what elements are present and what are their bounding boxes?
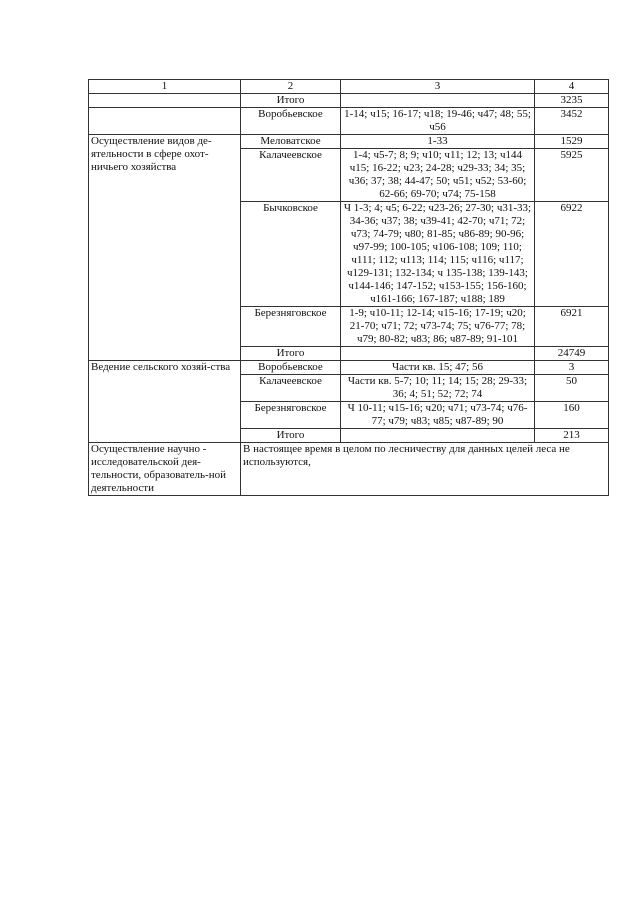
total-label: Итого (241, 347, 341, 361)
district-name: Березняговское (241, 402, 341, 429)
district-name: Калачеевское (241, 375, 341, 402)
quarter-list: 1-9; ч10-11; 12-14; ч15-16; 17-19; ч20; 21-70; ч71; 72; ч73-74; 75; ч76-77; 78; ч79; 80-82; ч83; 86; ч87-89; 91-101 (341, 307, 535, 347)
column-number-2: 2 (241, 80, 341, 94)
activity-agriculture: Ведение сельского хозяй-ства (89, 361, 241, 443)
area-value: 6922 (535, 202, 609, 307)
total-value: 24749 (535, 347, 609, 361)
quarter-list: 1-14; ч15; 16-17; ч18; 19-46; ч47; 48; 55; ч56 (341, 108, 535, 135)
science-note: В настоящее время в целом по лесничеству для данных целей леса не используются, (241, 443, 609, 496)
area-value: 3235 (535, 94, 609, 108)
quarter-list: Ч 10-11; ч15-16; ч20; ч71; ч73-74; ч76-77; ч79; ч83; ч85; ч87-89; 90 (341, 402, 535, 429)
area-value: 3 (535, 361, 609, 375)
table-row (89, 108, 609, 135)
quarter-list: 1-4; ч5-7; 8; 9; ч10; ч11; 12; 13; ч144 ч15; 16-22; ч23; 24-28; ч29-33; 34; 35; ч36; 37; 38; 44-47; 50; ч51; ч52; 53-60; 62-66; 69-70; ч74; 75-158 (341, 149, 535, 202)
quarter-list: 1-33 (341, 135, 535, 149)
district-name: Меловатское (241, 135, 341, 149)
forestry-use-table (88, 79, 609, 496)
district-name: Калачеевское (241, 149, 341, 202)
area-value: 3452 (535, 108, 609, 135)
total-label: Итого (241, 429, 341, 443)
activity-cell (89, 108, 241, 135)
table-header-row (89, 80, 609, 94)
table-row (89, 94, 609, 108)
table-row (89, 135, 609, 149)
quarter-list (341, 94, 535, 108)
district-name: Воробьевское (241, 108, 341, 135)
column-number-1: 1 (89, 80, 241, 94)
district-name: Воробьевское (241, 361, 341, 375)
district-name: Итого (241, 94, 341, 108)
quarter-list (341, 347, 535, 361)
area-value: 160 (535, 402, 609, 429)
district-name: Бычковское (241, 202, 341, 307)
table-row (89, 443, 609, 496)
activity-science: Осуществление научно - исследовательской дея-тельности, образователь-ной деятельности (89, 443, 241, 496)
district-name: Березняговское (241, 307, 341, 347)
table-row (89, 361, 609, 375)
quarter-list: Части кв. 5-7; 10; 11; 14; 15; 28; 29-33; 36; 4; 51; 52; 72; 74 (341, 375, 535, 402)
area-value: 50 (535, 375, 609, 402)
column-number-4: 4 (535, 80, 609, 94)
area-value: 1529 (535, 135, 609, 149)
total-value: 213 (535, 429, 609, 443)
area-value: 5925 (535, 149, 609, 202)
area-value: 6921 (535, 307, 609, 347)
quarter-list (341, 429, 535, 443)
activity-cell (89, 94, 241, 108)
column-number-3: 3 (341, 80, 535, 94)
quarter-list: Части кв. 15; 47; 56 (341, 361, 535, 375)
activity-hunting: Осуществление видов де-ятельности в сфере охот-ничьего хозяйства (89, 135, 241, 361)
quarter-list: Ч 1-3; 4; ч5; 6-22; ч23-26; 27-30; ч31-33; 34-36; ч37; 38; ч39-41; 42-70; ч71; 72; ч73; 74-79; ч80; 81-85; ч86-89; 90-96; ч97-99; 100-105; ч106-108; 109; 110; ч111; 112; ч113; 114; 115; ч116; ч117; ч129-131; 132-134; ч 135-138; 139-143; ч144-146; 147-152; ч153-155; 156-160; ч161-166; 167-187; ч188; 189 (341, 202, 535, 307)
